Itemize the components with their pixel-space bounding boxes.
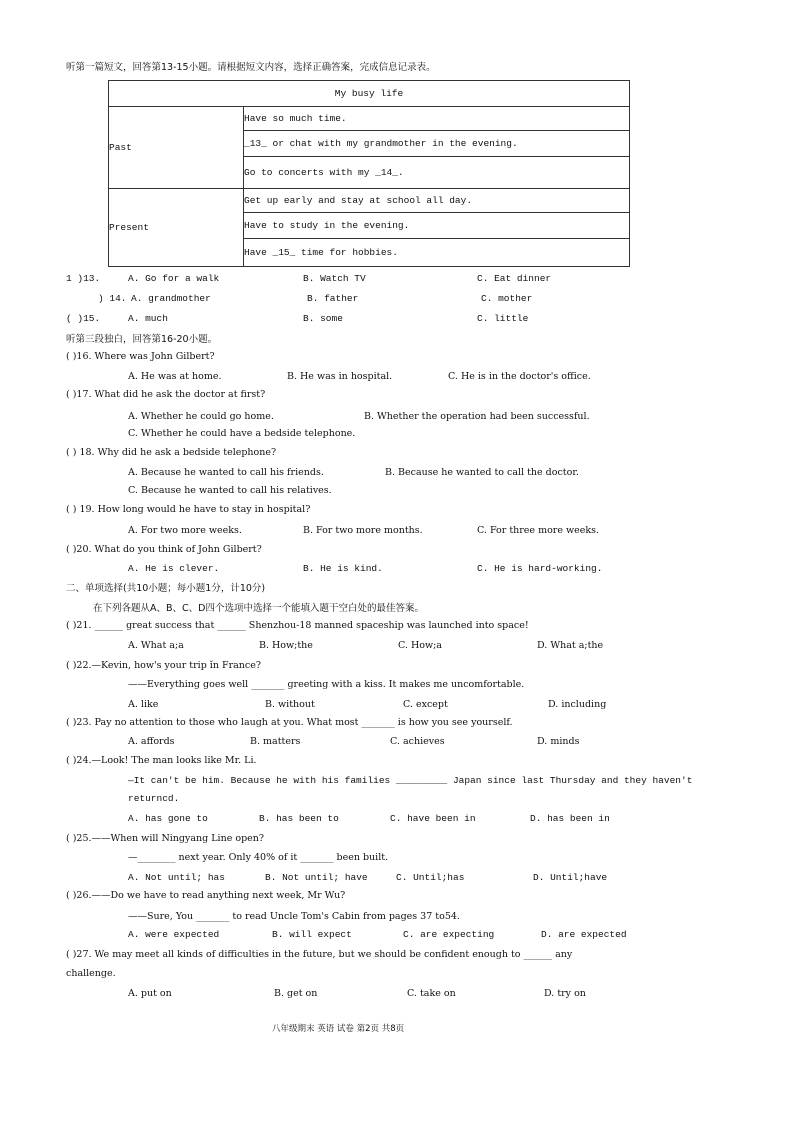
option-b: B. Watch TV — [303, 273, 366, 284]
option-a: A. Whether he could go home. — [128, 411, 274, 422]
option-b: B. has been to — [259, 813, 339, 824]
option-c: C. He is in the doctor's office. — [448, 371, 591, 382]
question-stem: ( )23. Pay no attention to those who laugh at you. What most _______ is how you see yourself. — [66, 717, 513, 728]
info-record-table — [108, 80, 630, 267]
table-cell: _13_ or chat with my grandmother in the evening. — [244, 131, 630, 157]
question-stem: ( )16. Where was John Gilbert? — [66, 351, 215, 362]
option-d: D. minds — [537, 736, 580, 747]
question-stem: ( )20. What do you think of John Gilbert? — [66, 544, 262, 555]
option-a: A. like — [128, 699, 159, 710]
question-stem: ( )26.——Do we have to read anything next week, Mr Wu? — [66, 890, 346, 901]
option-b: B. without — [265, 699, 315, 710]
option-a: A. He was at home. — [128, 371, 222, 382]
option-a: A. has gone to — [128, 813, 208, 824]
option-c: C. are expecting — [403, 929, 495, 940]
option-c: C. For three more weeks. — [477, 525, 600, 536]
option-b: B. get on — [274, 988, 318, 999]
question-line: ——Sure, You _______ to read Uncle Tom's Cabin from pages 37 to54. — [128, 911, 460, 922]
table-past-label: Past — [109, 107, 244, 189]
option-b: B. matters — [250, 736, 301, 747]
option-a: A. put on — [128, 988, 172, 999]
option-a: A. For two more weeks. — [128, 525, 242, 536]
option-a: A. affords — [128, 736, 175, 747]
question-stem: ) 14. — [98, 293, 127, 304]
table-cell: Go to concerts with my _14_. — [244, 157, 630, 189]
option-a: A. Go for a walk — [128, 273, 220, 284]
option-d: D. Until;have — [533, 872, 608, 883]
option-d: D. are expected — [541, 929, 627, 940]
option-c: C. achieves — [390, 736, 445, 747]
table-cell: Get up early and stay at school all day. — [244, 189, 630, 213]
question-stem: ( )22.—Kevin, how's your trip ǐn France? — [66, 660, 261, 671]
question-stem: ( )17. What did he ask the doctor at first? — [66, 389, 266, 400]
option-c: C. mother — [481, 293, 533, 304]
option-c: C. little — [477, 313, 529, 324]
option-b: B. will expect — [272, 929, 352, 940]
option-a: A. Because he wanted to call his friends. — [128, 467, 324, 478]
question-line: —It can't be him. Because he with his families _________ Japan since last Thursday and they haven't — [128, 775, 693, 786]
option-a: A. He is clever. — [128, 563, 220, 574]
question-stem: ( )21. ______ great success that ______ Shenzhou-18 manned spaceship was launched into space! — [66, 620, 529, 631]
option-c: C. Until;has — [396, 872, 465, 883]
table-cell: Have _15_ time for hobbies. — [244, 239, 630, 267]
table-present-label: Present — [109, 189, 244, 267]
option-b: B. Because he wanted to call the doctor. — [385, 467, 579, 478]
option-d: D. What a;the — [537, 640, 604, 651]
question-stem: ( )24.—Look! The man looks like Mr. Li. — [66, 755, 257, 766]
option-b: B. He was in hospital. — [287, 371, 393, 382]
option-c: C. take on — [407, 988, 456, 999]
option-d: D. has been in — [530, 813, 610, 824]
section1-instruction: 听第一篇短文，回答第13-15小题。请根据短文内容，选择正确答案，完成信息记录表。 — [66, 62, 436, 73]
option-b: B. Not until; have — [265, 872, 368, 883]
option-a: A. were expected — [128, 929, 220, 940]
section-instruction: 在下列各题从A、B、C、D四个选项中选择一个能填入题干空白处的最佳答案。 — [93, 603, 424, 614]
option-a: A. grandmother — [131, 293, 211, 304]
option-a: A. Not until; has — [128, 872, 225, 883]
option-c: C. He is hard-working. — [477, 563, 603, 574]
table-cell: Have to study in the evening. — [244, 213, 630, 239]
option-d: D. try on — [544, 988, 586, 999]
option-a: A. much — [128, 313, 168, 324]
question-line: —________ next year. Only 40% of it _______ been built. — [128, 852, 389, 863]
option-b: B. father — [307, 293, 359, 304]
question-line: returncd. — [128, 793, 180, 804]
table-cell: Have so much time. — [244, 107, 630, 131]
option-c: C. How;a — [398, 640, 442, 651]
option-d: D. including — [548, 699, 607, 710]
question-stem: 1 )13. — [66, 273, 101, 284]
section3-instruction: 听第三段独白，回答第16-20小题。 — [66, 334, 218, 345]
question-stem: ( ) 18. Why did he ask a bedside telephone? — [66, 447, 277, 458]
option-c: C. Whether he could have a bedside telephone. — [128, 428, 356, 439]
question-line: ——Everything goes well _______ greeting with a kiss. It makes me uncomfortable. — [128, 679, 525, 690]
question-line: challenge. — [66, 968, 116, 979]
option-a: A. What a;a — [128, 640, 184, 651]
section-heading: 二、单项选择(共10小题；每小题1分，计10分) — [66, 583, 266, 594]
question-stem: ( )25.——When will Ningyang Line open? — [66, 833, 264, 844]
option-b: B. For two more months. — [303, 525, 423, 536]
option-b: B. some — [303, 313, 343, 324]
table-title: My busy life — [109, 81, 630, 107]
option-b: B. Whether the operation had been successful. — [364, 411, 590, 422]
option-b: B. How;the — [259, 640, 313, 651]
option-c: C. Because he wanted to call his relatives. — [128, 485, 332, 496]
option-c: C. have been in — [390, 813, 476, 824]
page-footer: 八年级期末 英语 试卷 第2页 共8页 — [272, 1024, 405, 1034]
option-c: C. except — [403, 699, 448, 710]
question-stem: ( )15. — [66, 313, 101, 324]
question-stem: ( ) 19. How long would he have to stay in hospital? — [66, 504, 311, 515]
option-b: B. He is kind. — [303, 563, 383, 574]
question-stem: ( )27. We may meet all kinds of difficulties in the future, but we should be confident enough to ______ any — [66, 949, 573, 960]
option-c: C. Eat dinner — [477, 273, 552, 284]
